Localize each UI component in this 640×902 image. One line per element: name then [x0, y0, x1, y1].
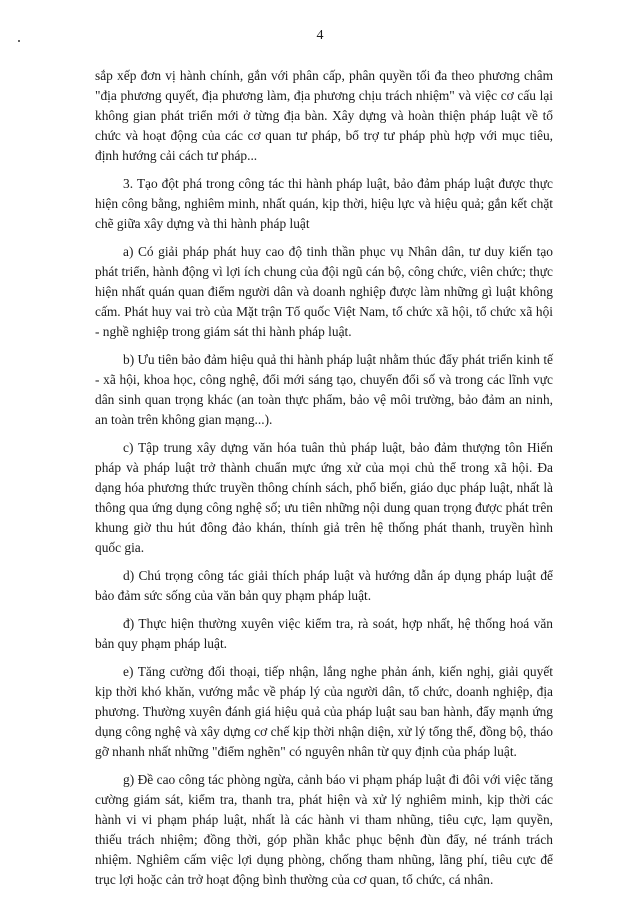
paragraph-section-3-heading: 3. Tạo đột phá trong công tác thi hành pháp luật, bảo đảm pháp luật được thực hiện công bằng, nghiêm minh, nhất quán, kịp thời, hiệu lực và hiệu quả; gắn kết chặt chẽ giữa xây dựng và thi hành pháp luật: [95, 176, 553, 231]
paragraph-item-b: b) Ưu tiên bảo đảm hiệu quả thi hành pháp luật nhằm thúc đẩy phát triển kinh tế - xã hội, khoa học, công nghệ, đổi mới sáng tạo, chuyển đổi số và trong các lĩnh vực dân sinh quan trọng khác (an toàn thực phẩm, bảo vệ môi trường, bảo đảm an ninh, an toàn trên không gian mạng...).: [95, 352, 553, 427]
document-body: [95, 66, 553, 898]
paragraph-item-e: e) Tăng cường đối thoại, tiếp nhận, lắng nghe phản ánh, kiến nghị, giải quyết kịp thời khó khăn, vướng mắc về pháp lý của người dân, tổ chức, doanh nghiệp, địa phương. Thường xuyên đánh giá hiệu quả của pháp luật sau ban hành, đẩy mạnh ứng dụng công nghệ và xây dựng cơ chế kịp thời nhận diện, xử lý tổng thể, đồng bộ, tháo gỡ nhanh nhất những "điểm nghẽn" có nguyên nhân từ quy định của pháp luật.: [95, 664, 553, 759]
paragraph-continued: sắp xếp đơn vị hành chính, gắn với phân cấp, phân quyền tối đa theo phương châm "địa phương quyết, địa phương làm, địa phương chịu trách nhiệm" và việc cơ cấu lại không gian phát triển mới ở từng địa bàn. Xây dựng và hoàn thiện pháp luật về tổ chức và hoạt động của các cơ quan tư pháp, bổ trợ tư pháp phù hợp với mục tiêu, định hướng cải cách tư pháp...: [95, 68, 553, 163]
paragraph-item-g: g) Đề cao công tác phòng ngừa, cảnh báo vi phạm pháp luật đi đôi với việc tăng cường giám sát, kiểm tra, thanh tra, phát hiện và xử lý nghiêm minh, kịp thời các hành vi vi phạm pháp luật, nhất là các hành vi tham nhũng, tiêu cực, lạm quyền, thiếu trách nhiệm; đồng thời, góp phần khắc phục bệnh đùn đẩy, né tránh trách nhiệm. Nghiêm cấm việc lợi dụng phòng, chống tham nhũng, lãng phí, tiêu cực để trục lợi hoặc cản trở hoạt động bình thường của cơ quan, tổ chức, cá nhân.: [95, 772, 553, 887]
paragraph-item-d: d) Chú trọng công tác giải thích pháp luật và hướng dẫn áp dụng pháp luật để bảo đảm sức sống của văn bản quy phạm pháp luật.: [95, 568, 553, 603]
paragraph-item-a: a) Có giải pháp phát huy cao độ tinh thần phục vụ Nhân dân, tư duy kiến tạo phát triển, hành động vì lợi ích chung của đội ngũ cán bộ, công chức, viên chức; thực hiện nhất quán quan điểm người dân và doanh nghiệp được làm những gì luật không cấm. Phát huy vai trò của Mặt trận Tổ quốc Việt Nam, tổ chức xã hội, tổ chức xã hội - nghề nghiệp trong giám sát thi hành pháp luật.: [95, 244, 553, 339]
page-number: 4: [316, 28, 324, 43]
paragraph-item-c: c) Tập trung xây dựng văn hóa tuân thủ pháp luật, bảo đảm thượng tôn Hiến pháp và pháp luật trở thành chuẩn mực ứng xử của mọi chủ thể trong xã hội. Đa dạng hóa phương thức truyền thông chính sách, phổ biến, giáo dục pháp luật, nhất là thông qua ứng dụng công nghệ số; ưu tiên những nội dung quan trọng được phát trên khung giờ thu hút đông đảo khán, thính giả trên hệ thống phát thanh, truyền hình quốc gia.: [95, 440, 553, 555]
paragraph-item-dd: đ) Thực hiện thường xuyên việc kiểm tra, rà soát, hợp nhất, hệ thống hoá văn bản quy phạm pháp luật.: [95, 616, 553, 651]
